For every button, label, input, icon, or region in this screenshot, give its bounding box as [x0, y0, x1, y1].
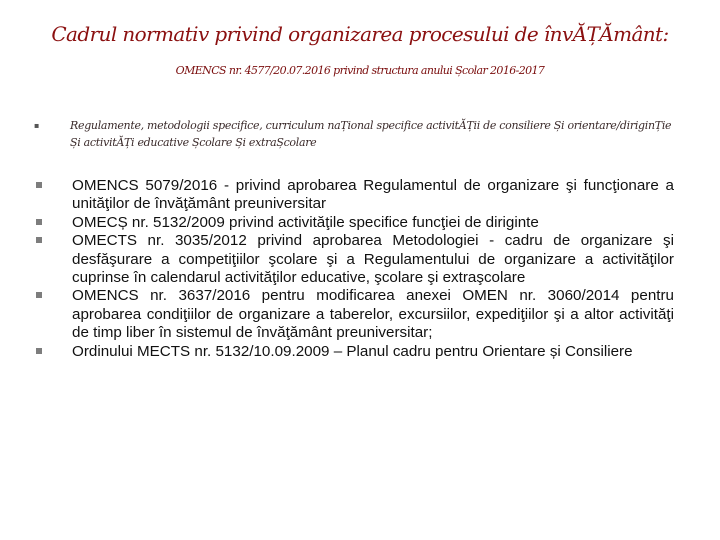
square-bullet-icon [36, 219, 42, 225]
slide-subtitle: OMENCS nr. 4577/20.07.2016 privind structura anului Școlar 2016-2017 [175, 64, 545, 77]
square-bullet-icon [36, 292, 42, 298]
list-item-text: OMENCS nr. 3637/2016 pentru modificarea anexei OMEN nr. 3060/2014 pentru aprobarea condiţiilor de organizare a taberelor, excursiilor, expediţiilor şi a altor activităţi de timp liber în sistemul de învăţământ preuniversitar; [72, 287, 674, 342]
list-item-text: OMECTS nr. 3035/2012 privind aprobarea Metodologiei - cadru de organizare şi desfăşurare a competiţiilor şcolare şi a Regulamentului de organizare a activităţilor cuprinse în calendarul activităţilor educative, şcolare şi extraşcolare [72, 232, 674, 287]
list-item-text: OMECȘ nr. 5132/2009 privind activităţile specifice funcţiei de diriginte [72, 213, 539, 231]
list-item [34, 287, 674, 342]
intro-item-text: Regulamente, metodologii specifice, curriculum naȚional specifice activitĂȚii de consiliere Și orientare/diriginȚie Și activitĂȚi educative Școlare Și extraȘcolare [70, 119, 672, 149]
slide-title: Cadrul normativ privind organizarea procesului de învĂȚĂmânt: [51, 22, 669, 46]
square-bullet-icon [36, 348, 42, 354]
list-item [34, 343, 674, 361]
bullet-icon: ▪ [34, 121, 40, 130]
list-item [34, 232, 674, 287]
regulations-list [34, 177, 674, 361]
list-item [34, 214, 674, 232]
square-bullet-icon [36, 237, 42, 243]
list-item-text: OMENCS 5079/2016 - privind aprobarea Regulamentul de organizare şi funcţionare a unităţilor de învăţământ preuniversitar [72, 177, 674, 213]
intro-list-item [34, 117, 674, 151]
list-item [34, 177, 674, 214]
square-bullet-icon [36, 182, 42, 188]
list-item-text: Ordinului MECTS nr. 5132/10.09.2009 – Planul cadru pentru Orientare și Consiliere [72, 342, 633, 360]
